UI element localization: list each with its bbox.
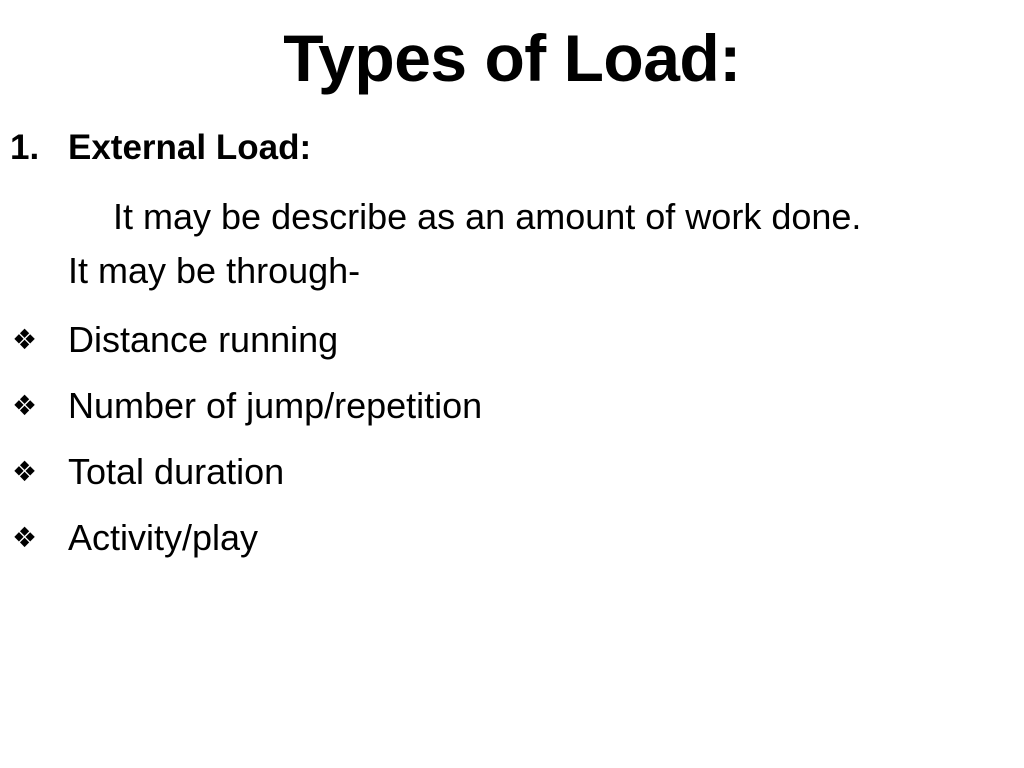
section-paragraph	[68, 190, 1008, 298]
bullet-item	[12, 505, 482, 571]
diamond-bullet-icon: ❖	[12, 323, 38, 356]
section-heading-text: External Load:	[68, 128, 312, 167]
section-heading	[10, 124, 311, 172]
bullet-item	[12, 373, 482, 439]
bullet-text: Distance running	[68, 319, 339, 360]
bullet-text: Number of jump/repetition	[68, 385, 483, 426]
diamond-bullet-icon: ❖	[12, 521, 38, 554]
paragraph-line-2: It may be through-	[68, 250, 361, 291]
paragraph-line-1: It may be describe as an amount of work done.	[113, 196, 862, 237]
bullet-item	[12, 307, 482, 373]
diamond-bullet-icon: ❖	[12, 389, 38, 422]
slide-title: Types of Load:	[283, 21, 741, 95]
diamond-bullet-icon: ❖	[12, 455, 38, 488]
bullet-list	[12, 307, 482, 571]
section-number: 1.	[10, 128, 40, 167]
bullet-text: Activity/play	[68, 517, 259, 558]
bullet-text: Total duration	[68, 451, 285, 492]
bullet-item	[12, 439, 482, 505]
